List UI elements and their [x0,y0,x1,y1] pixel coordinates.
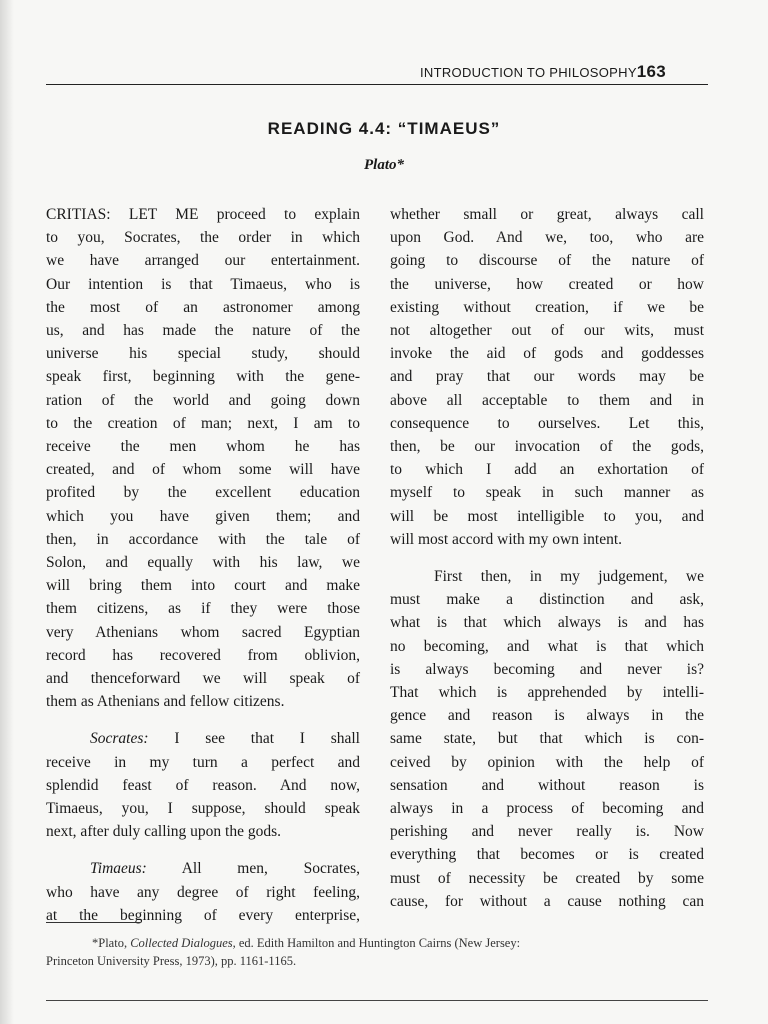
footnote-line [46,934,708,952]
text-line: who have any degree of right feeling, [46,883,360,901]
text-line: will bring them into court and make [46,577,360,595]
text-line: no becoming, and what is that which [390,637,704,655]
speaker-name: Socrates: [90,730,149,748]
page-number: 163 [636,62,667,81]
text-line: universe his special study, should [46,345,360,363]
text-line: upon God. And we, too, who are [390,229,704,247]
text-line [46,727,360,750]
footnote-line: Princeton University Press, 1973), pp. 1161-1165. [46,954,297,968]
speech-text: First then, in my judgement, we [434,568,704,586]
text-line: us, and has made the nature of the [46,322,360,340]
text-line: and thenceforward we will speak of [46,670,360,688]
text-line: them citizens, as if they were those [46,600,360,618]
running-title: INTRODUCTION TO PHILOSOPHY [420,65,637,80]
text-line: the most of an astronomer among [46,298,360,316]
text-line [390,565,704,588]
right-column [390,203,704,913]
text-line: to you, Socrates, the order in which [46,229,360,247]
text-line [46,857,360,880]
footnote-book-title: Collected Dialogues, [130,936,236,950]
text-line: the universe, how created or how [390,275,704,293]
text-line: above all acceptable to them and in [390,391,704,409]
footnote-marker: *Plato, [92,936,128,950]
text-line: perishing and never really is. Now [390,823,704,841]
text-line: Our intention is that Timaeus, who is [46,275,360,293]
text-line: next, after duly calling upon the gods. [46,823,282,841]
text-line: what is that which always is and has [390,614,704,632]
text-line: very Athenians whom sacred Egyptian [46,623,360,641]
text-line: will most accord with my own intent. [390,530,623,548]
left-column [46,203,360,927]
text-line: always in a process of becoming and [390,800,704,818]
text-line: and pray that our words may be [390,368,704,386]
text-line: sensation and without reason is [390,776,704,794]
text-line: splendid feast of reason. And now, [46,776,360,794]
text-line: ceived by opinion with the help of [390,753,704,771]
reading-author: Plato* [364,157,404,173]
text-line: invoke the aid of gods and goddesses [390,345,704,363]
text-line: at the beginning of every enterprise, [46,906,360,924]
text-line: is always becoming and never is? [390,660,704,678]
text-line: cause, for without a cause nothing can [390,892,704,910]
text-line: to the creation of man; next, I am to [46,414,360,432]
reading-title: READING 4.4: “TIMAEUS” [267,119,501,138]
text-line: them as Athenians and fellow citizens. [46,693,285,711]
speech-text: I see that I shall [174,730,360,748]
scan-shadow [0,0,14,1024]
text-line: which you have given them; and [46,507,360,525]
text-line: record has recovered from oblivion, [46,646,360,664]
text-line: consequence to ourselves. Let this, [390,414,704,432]
text-line: we have arranged our entertainment. [46,252,360,270]
text-line: CRITIAS: LET ME proceed to explain [46,206,360,223]
footnote [46,934,708,970]
speaker-name: Timaeus: [90,860,147,878]
text-line: created, and of whom some will have [46,461,360,479]
paragraph-continued [390,203,704,551]
text-line: going to discourse of the nature of [390,252,704,270]
text-line: whether small or great, always call [390,206,704,223]
paragraph-first-then [390,565,704,913]
text-line: ration of the world and going down [46,391,360,409]
footnote-rule [46,922,140,923]
speech-text: All men, Socrates, [181,860,360,878]
text-line: Solon, and equally with his law, we [46,554,360,572]
text-line: must of necessity be created by some [390,869,704,887]
footnote-text: ed. Edith Hamilton and Huntington Cairns (New Jersey: [238,936,521,950]
text-line: existing without creation, if we be [390,298,704,316]
text-line: receive in my turn a perfect and [46,753,360,771]
text-line: everything that becomes or is created [390,846,704,864]
text-line: myself to speak in such manner as [390,484,704,502]
text-line: speak first, beginning with the gene- [46,368,360,386]
text-line: must make a distinction and ask, [390,591,704,609]
text-line: to which I add an exhortation of [390,461,704,479]
text-line: receive the men whom he has [46,438,360,456]
text-line: gence and reason is always in the [390,707,704,725]
text-line: Timaeus, you, I suppose, should speak [46,800,360,818]
paragraph-timaeus [46,857,360,927]
header-rule [46,84,708,85]
paragraph-critias [46,203,360,713]
bottom-rule [46,1000,708,1001]
text-line: same state, but that which is con- [390,730,704,748]
text-line: That which is apprehended by intelli- [390,684,704,702]
text-line: not altogether out of our wits, must [390,322,704,340]
running-head [420,62,710,82]
text-line: then, be our invocation of the gods, [390,438,704,456]
text-line: will be most intelligible to you, and [390,507,704,525]
text-line: then, in accordance with the tale of [46,530,360,548]
paragraph-socrates [46,727,360,843]
text-line: profited by the excellent education [46,484,360,502]
